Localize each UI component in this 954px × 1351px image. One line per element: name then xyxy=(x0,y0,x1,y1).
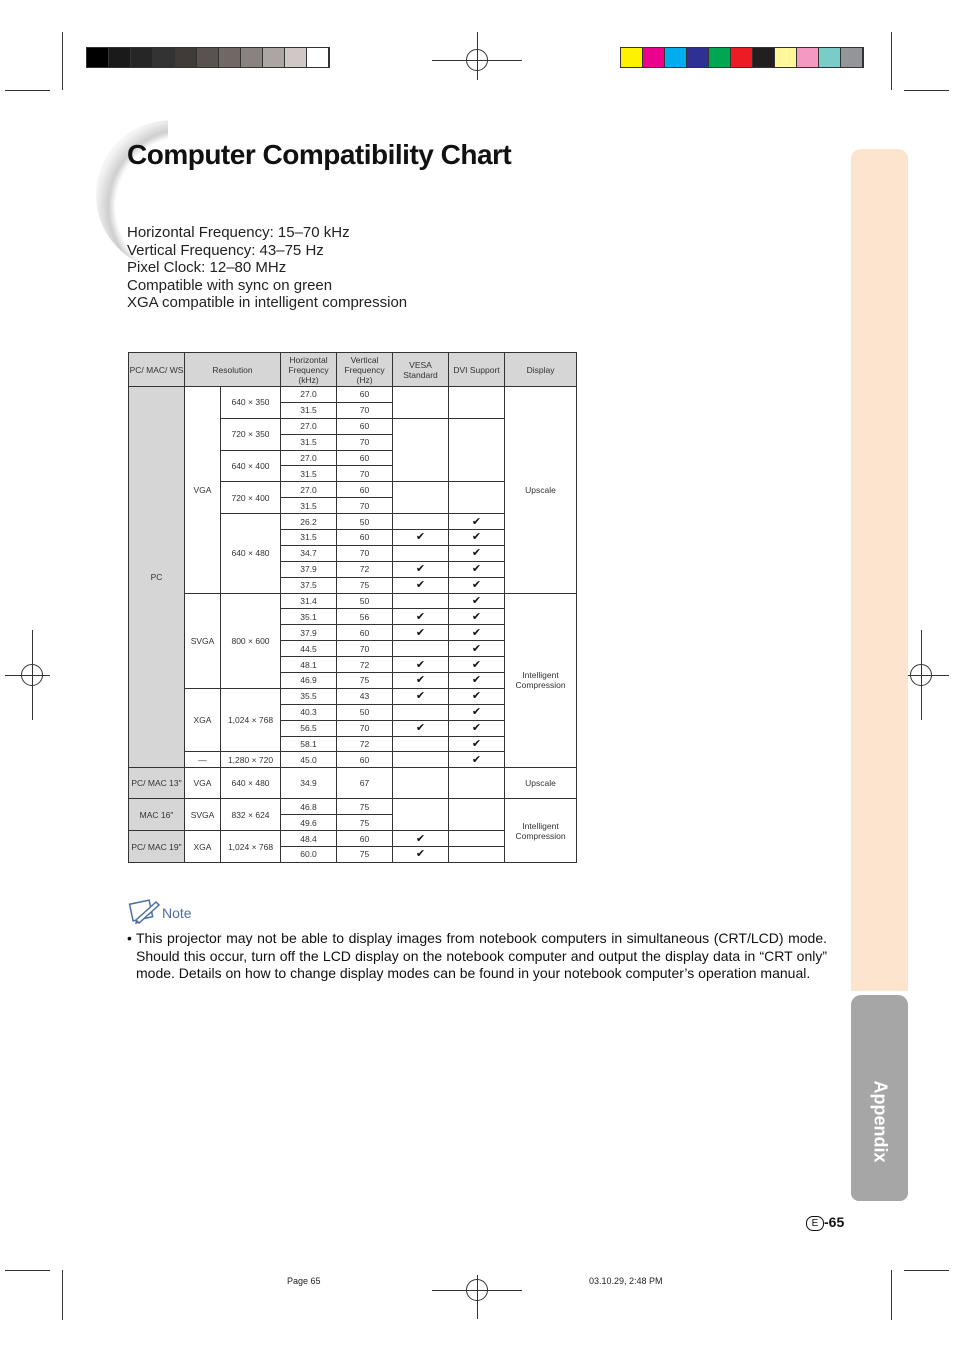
display-intelligent: Intelligent Compression xyxy=(505,799,577,863)
dvi-cell xyxy=(449,641,505,657)
page-prefix-badge: E xyxy=(806,1216,824,1231)
system-pc-mac19: PC/ MAC 19" xyxy=(129,831,185,863)
hfreq-cell: 48.1 xyxy=(281,657,337,673)
table-row xyxy=(129,387,577,403)
note-paragraph xyxy=(127,930,827,983)
hfreq-cell: 27.0 xyxy=(281,482,337,498)
mode-xga: XGA xyxy=(185,831,221,863)
vesa-cell xyxy=(393,720,449,736)
dvi-cell xyxy=(449,561,505,577)
hfreq-cell: 35.1 xyxy=(281,609,337,625)
checkmark-icon: ✔ xyxy=(415,832,426,845)
gray-calibration-bar xyxy=(86,47,330,68)
footer-page: Page 65 xyxy=(287,1276,321,1286)
calibration-swatch xyxy=(775,48,797,67)
vesa-cell xyxy=(393,847,449,863)
hfreq-cell: 35.5 xyxy=(281,688,337,704)
calibration-swatch xyxy=(263,48,285,67)
dvi-cell xyxy=(449,673,505,689)
header-dvi: DVI Support xyxy=(449,353,505,387)
vfreq-cell: 70 xyxy=(337,402,393,418)
table-row xyxy=(129,768,577,799)
table-header-row xyxy=(129,353,577,387)
mode-vga: VGA xyxy=(185,387,221,594)
hfreq-cell: 46.8 xyxy=(281,799,337,815)
dvi-cell xyxy=(449,387,505,419)
hfreq-cell: 31.5 xyxy=(281,498,337,514)
calibration-swatch xyxy=(197,48,219,67)
registration-circle xyxy=(21,664,43,686)
vesa-cell xyxy=(393,387,449,419)
checkmark-icon: ✔ xyxy=(471,658,482,671)
hfreq-cell: 31.5 xyxy=(281,434,337,450)
checkmark-icon: ✔ xyxy=(471,595,482,608)
hfreq-cell: 60.0 xyxy=(281,847,337,863)
vesa-cell xyxy=(393,688,449,704)
vesa-cell xyxy=(393,418,449,482)
header-vfreq: Vertical Frequency (Hz) xyxy=(337,353,393,387)
calibration-swatch xyxy=(665,48,687,67)
hfreq-cell: 37.5 xyxy=(281,577,337,593)
crop-mark xyxy=(62,32,63,90)
vfreq-cell: 60 xyxy=(337,387,393,403)
vfreq-cell: 72 xyxy=(337,736,393,752)
dvi-cell xyxy=(449,609,505,625)
spec-line: Compatible with sync on green xyxy=(127,276,333,294)
crop-mark xyxy=(891,1270,892,1320)
dvi-cell xyxy=(449,482,505,514)
vfreq-cell: 70 xyxy=(337,545,393,561)
calibration-swatch xyxy=(709,48,731,67)
resolution-cell: 720 × 400 xyxy=(221,482,281,514)
spec-list xyxy=(127,224,407,312)
calibration-swatch xyxy=(175,48,197,67)
vesa-cell xyxy=(393,625,449,641)
dvi-cell xyxy=(449,752,505,768)
calibration-swatch xyxy=(731,48,753,67)
checkmark-icon: ✔ xyxy=(471,515,482,528)
page-number-text: -65 xyxy=(824,1214,845,1230)
vfreq-cell: 60 xyxy=(337,530,393,546)
dvi-cell xyxy=(449,847,505,863)
checkmark-icon: ✔ xyxy=(415,690,426,703)
hfreq-cell: 27.0 xyxy=(281,418,337,434)
vfreq-cell: 67 xyxy=(337,768,393,799)
vesa-cell xyxy=(393,561,449,577)
hfreq-cell: 58.1 xyxy=(281,736,337,752)
vfreq-cell: 60 xyxy=(337,625,393,641)
dvi-cell xyxy=(449,704,505,720)
note-label: Note xyxy=(162,905,192,921)
hfreq-cell: 31.5 xyxy=(281,402,337,418)
vesa-cell xyxy=(393,673,449,689)
checkmark-icon: ✔ xyxy=(415,848,426,861)
vfreq-cell: 70 xyxy=(337,466,393,482)
hfreq-cell: 31.4 xyxy=(281,593,337,609)
calibration-swatch xyxy=(307,48,329,67)
resolution-cell: 640 × 350 xyxy=(221,387,281,419)
vesa-cell xyxy=(393,799,449,831)
header-display: Display xyxy=(505,353,577,387)
vfreq-cell: 60 xyxy=(337,831,393,847)
resolution-cell: 800 × 600 xyxy=(221,593,281,688)
hfreq-cell: 37.9 xyxy=(281,625,337,641)
dvi-cell xyxy=(449,799,505,831)
crop-mark xyxy=(5,90,50,91)
vfreq-cell: 60 xyxy=(337,482,393,498)
checkmark-icon: ✔ xyxy=(471,547,482,560)
checkmark-icon: ✔ xyxy=(471,579,482,592)
vesa-cell xyxy=(393,577,449,593)
hfreq-cell: 44.5 xyxy=(281,641,337,657)
crop-mark xyxy=(62,1270,63,1320)
vfreq-cell: 75 xyxy=(337,799,393,815)
resolution-cell: 832 × 624 xyxy=(221,799,281,831)
display-upscale: Upscale xyxy=(505,768,577,799)
checkmark-icon: ✔ xyxy=(471,690,482,703)
dvi-cell xyxy=(449,720,505,736)
dvi-cell xyxy=(449,688,505,704)
checkmark-icon: ✔ xyxy=(415,610,426,623)
hfreq-cell: 27.0 xyxy=(281,450,337,466)
side-tab-label: Appendix xyxy=(870,1080,891,1163)
vesa-cell xyxy=(393,831,449,847)
side-tab-upper xyxy=(851,149,908,991)
vesa-cell xyxy=(393,530,449,546)
calibration-swatch xyxy=(153,48,175,67)
dvi-cell xyxy=(449,625,505,641)
system-pc: PC xyxy=(129,387,185,768)
resolution-cell: 640 × 480 xyxy=(221,768,281,799)
checkmark-icon: ✔ xyxy=(415,658,426,671)
vesa-cell xyxy=(393,704,449,720)
crop-mark xyxy=(5,1270,50,1271)
dvi-cell xyxy=(449,831,505,847)
calibration-swatch xyxy=(643,48,665,67)
calibration-swatch xyxy=(241,48,263,67)
registration-circle xyxy=(466,49,488,71)
vesa-cell xyxy=(393,768,449,799)
calibration-swatch xyxy=(87,48,109,67)
hfreq-cell: 49.6 xyxy=(281,815,337,831)
vfreq-cell: 70 xyxy=(337,498,393,514)
calibration-swatch xyxy=(285,48,307,67)
hfreq-cell: 34.9 xyxy=(281,768,337,799)
calibration-swatch xyxy=(819,48,841,67)
dvi-cell xyxy=(449,593,505,609)
spec-line: Pixel Clock: 12–80 MHz xyxy=(127,259,287,277)
vfreq-cell: 72 xyxy=(337,657,393,673)
checkmark-icon: ✔ xyxy=(415,674,426,687)
calibration-swatch xyxy=(109,48,131,67)
vfreq-cell: 43 xyxy=(337,688,393,704)
resolution-cell: 640 × 400 xyxy=(221,450,281,482)
vesa-cell xyxy=(393,482,449,514)
registration-circle xyxy=(466,1279,488,1301)
vfreq-cell: 75 xyxy=(337,673,393,689)
dvi-cell xyxy=(449,577,505,593)
vesa-cell xyxy=(393,514,449,530)
table-row xyxy=(129,799,577,815)
hfreq-cell: 34.7 xyxy=(281,545,337,561)
checkmark-icon: ✔ xyxy=(471,610,482,623)
vesa-cell xyxy=(393,609,449,625)
dvi-cell xyxy=(449,514,505,530)
page-number xyxy=(806,1214,844,1231)
note-pencil-icon xyxy=(128,898,162,924)
vfreq-cell: 56 xyxy=(337,609,393,625)
checkmark-icon: ✔ xyxy=(471,738,482,751)
calibration-swatch xyxy=(753,48,775,67)
checkmark-icon: ✔ xyxy=(471,706,482,719)
vesa-cell xyxy=(393,736,449,752)
header-vesa: VESA Standard xyxy=(393,353,449,387)
checkmark-icon: ✔ xyxy=(415,626,426,639)
mode-dash: — xyxy=(185,752,221,768)
crop-mark xyxy=(904,90,949,91)
vfreq-cell: 70 xyxy=(337,434,393,450)
dvi-cell xyxy=(449,657,505,673)
vfreq-cell: 75 xyxy=(337,815,393,831)
dvi-cell xyxy=(449,530,505,546)
dvi-cell xyxy=(449,545,505,561)
vfreq-cell: 60 xyxy=(337,450,393,466)
display-upscale: Upscale xyxy=(505,387,577,594)
vfreq-cell: 60 xyxy=(337,752,393,768)
checkmark-icon: ✔ xyxy=(471,642,482,655)
note-body: This projector may not be able to display images from notebook computers in simultaneous (CRT/LCD) mode. Should this occur, turn off the LCD display on the notebook computer and output the display data in “CRT only” mode. Details on how to change display modes can be found in your notebook computer’s operation manual. xyxy=(136,930,827,982)
checkmark-icon: ✔ xyxy=(471,674,482,687)
dvi-cell xyxy=(449,736,505,752)
checkmark-icon: ✔ xyxy=(471,531,482,544)
hfreq-cell: 40.3 xyxy=(281,704,337,720)
system-mac16: MAC 16" xyxy=(129,799,185,831)
vesa-cell xyxy=(393,657,449,673)
calibration-swatch xyxy=(841,48,863,67)
spec-line: XGA compatible in intelligent compression xyxy=(127,294,408,312)
mode-svga: SVGA xyxy=(185,799,221,831)
spec-line: Horizontal Frequency: 15–70 kHz xyxy=(127,224,350,241)
calibration-swatch xyxy=(797,48,819,67)
vfreq-cell: 50 xyxy=(337,593,393,609)
vesa-cell xyxy=(393,593,449,609)
vfreq-cell: 72 xyxy=(337,561,393,577)
mode-xga: XGA xyxy=(185,688,221,752)
note-bullet: • xyxy=(127,930,132,946)
color-calibration-bar xyxy=(620,47,864,68)
resolution-cell: 1,024 × 768 xyxy=(221,831,281,863)
vfreq-cell: 75 xyxy=(337,577,393,593)
calibration-swatch xyxy=(219,48,241,67)
page-title: Computer Compatibility Chart xyxy=(127,139,512,170)
hfreq-cell: 46.9 xyxy=(281,673,337,689)
spec-line: Vertical Frequency: 43–75 Hz xyxy=(127,241,324,259)
checkmark-icon: ✔ xyxy=(415,563,426,576)
calibration-swatch xyxy=(687,48,709,67)
hfreq-cell: 45.0 xyxy=(281,752,337,768)
resolution-cell: 720 × 350 xyxy=(221,418,281,450)
compatibility-table xyxy=(128,352,577,863)
vfreq-cell: 70 xyxy=(337,641,393,657)
checkmark-icon: ✔ xyxy=(415,579,426,592)
checkmark-icon: ✔ xyxy=(415,722,426,735)
hfreq-cell: 48.4 xyxy=(281,831,337,847)
checkmark-icon: ✔ xyxy=(471,626,482,639)
vfreq-cell: 50 xyxy=(337,514,393,530)
checkmark-icon: ✔ xyxy=(471,563,482,576)
vfreq-cell: 60 xyxy=(337,418,393,434)
header-system: PC/ MAC/ WS xyxy=(129,353,185,387)
vfreq-cell: 50 xyxy=(337,704,393,720)
resolution-cell: 1,280 × 720 xyxy=(221,752,281,768)
hfreq-cell: 31.5 xyxy=(281,530,337,546)
vesa-cell xyxy=(393,752,449,768)
hfreq-cell: 27.0 xyxy=(281,387,337,403)
resolution-cell: 640 × 480 xyxy=(221,514,281,593)
table-row xyxy=(129,593,577,609)
hfreq-cell: 31.5 xyxy=(281,466,337,482)
crop-mark xyxy=(904,1270,949,1271)
compatibility-table-container xyxy=(128,352,576,864)
vfreq-cell: 70 xyxy=(337,720,393,736)
hfreq-cell: 26.2 xyxy=(281,514,337,530)
hfreq-cell: 56.5 xyxy=(281,720,337,736)
crop-mark xyxy=(891,32,892,90)
dvi-cell xyxy=(449,768,505,799)
mode-svga: SVGA xyxy=(185,593,221,688)
vfreq-cell: 75 xyxy=(337,847,393,863)
checkmark-icon: ✔ xyxy=(471,722,482,735)
calibration-swatch xyxy=(621,48,643,67)
header-hfreq: Horizontal Frequency (kHz) xyxy=(281,353,337,387)
system-pc-mac13: PC/ MAC 13" xyxy=(129,768,185,799)
display-intelligent: Intelligent Compression xyxy=(505,593,577,768)
header-resolution: Resolution xyxy=(185,353,281,387)
mode-vga: VGA xyxy=(185,768,221,799)
registration-circle xyxy=(910,664,932,686)
vesa-cell xyxy=(393,545,449,561)
checkmark-icon: ✔ xyxy=(471,753,482,766)
checkmark-icon: ✔ xyxy=(415,531,426,544)
footer-timestamp: 03.10.29, 2:48 PM xyxy=(589,1276,663,1286)
vesa-cell xyxy=(393,641,449,657)
dvi-cell xyxy=(449,418,505,482)
calibration-swatch xyxy=(131,48,153,67)
resolution-cell: 1,024 × 768 xyxy=(221,688,281,752)
hfreq-cell: 37.9 xyxy=(281,561,337,577)
